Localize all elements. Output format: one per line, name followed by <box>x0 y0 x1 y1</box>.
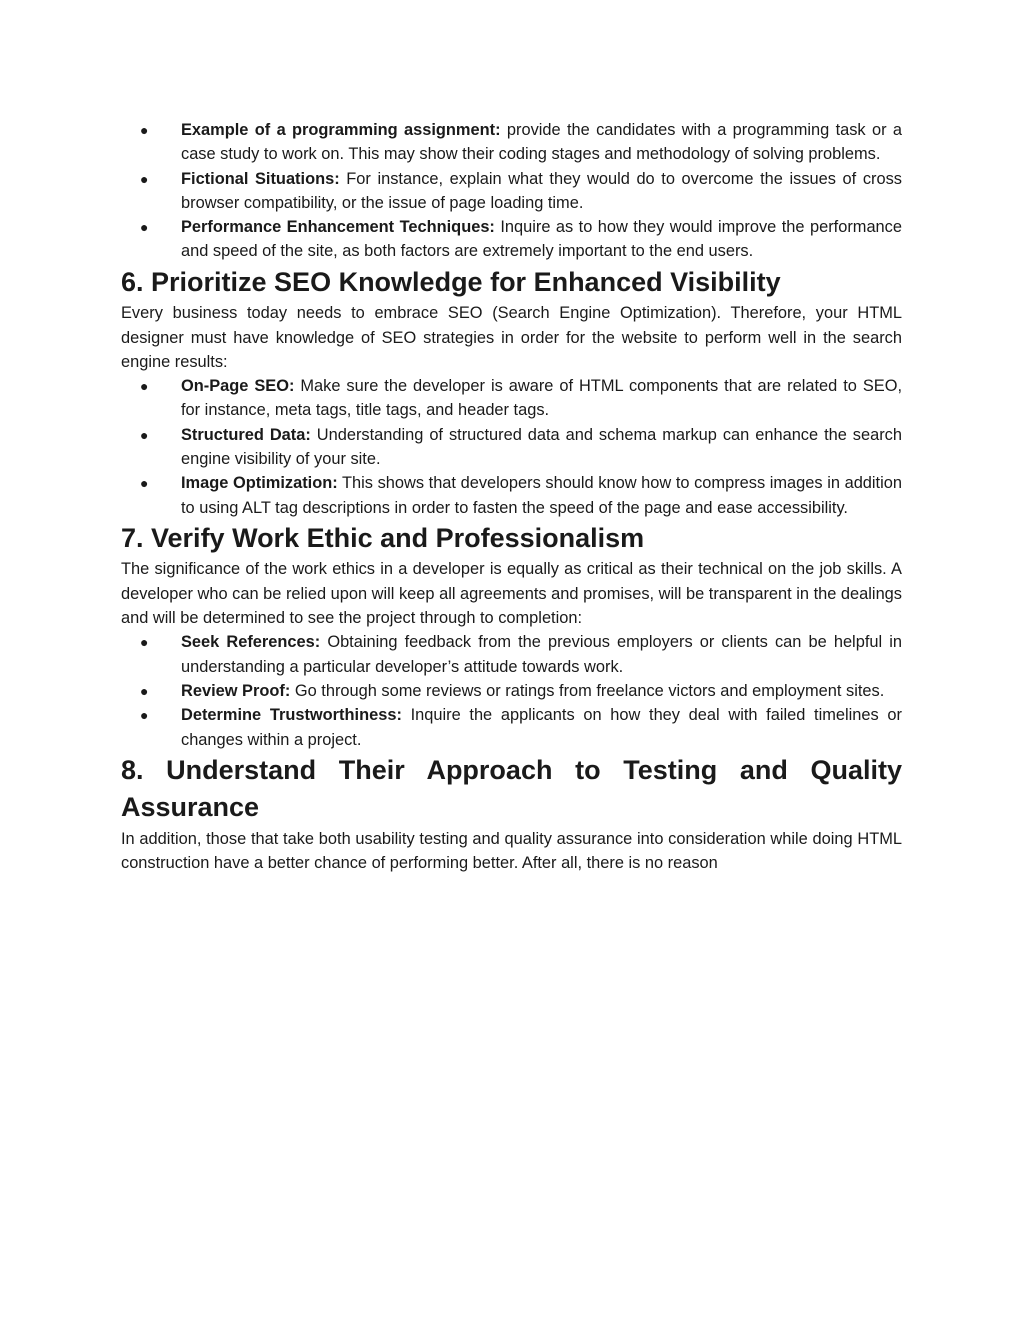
list-item-text: Inquire the applicants on how they deal with failed timelines or changes within a project. <box>181 706 902 749</box>
list-item <box>121 167 902 216</box>
list-item-text: Make sure the developer is aware of HTML components that are related to SEO, for instance, meta tags, title tags, and header tags. <box>181 377 902 420</box>
section-8-paragraph: In addition, those that take both usability testing and quality assurance into consideration while doing HTML construction have a better chance of performing better. After all, there is no reason <box>121 829 902 873</box>
section-6-paragraph: Every business today needs to embrace SEO (Search Engine Optimization). Therefore, your HTML designer must have knowledge of SEO strategies in order for the website to perform well in the search engine results: <box>121 304 902 371</box>
list-item-title: Review Proof: <box>181 681 291 700</box>
list-item <box>121 471 902 520</box>
list-item-text: provide the candidates with a programming task or a case study to work on. This may show their coding stages and methodology of solving problems. <box>181 121 902 164</box>
list-item <box>121 679 902 703</box>
section-7-heading: 7. Verify Work Ethic and Professionalism <box>121 522 645 553</box>
list-item-text: Inquire as to how they would improve the performance and speed of the site, as both factors are extremely important to the end users. <box>181 218 902 261</box>
list-item-title: On-Page SEO: <box>181 377 295 396</box>
list-item <box>121 703 902 752</box>
intro-bullet-list <box>121 118 902 264</box>
bullet-icon: ● <box>140 707 149 724</box>
bullet-icon: ● <box>140 475 149 492</box>
list-item-text: Obtaining feedback from the previous employers or clients can be helpful in understanding a particular developer’s attitude towards work. <box>181 633 902 676</box>
list-item-title: Performance Enhancement Techniques: <box>181 218 495 237</box>
list-item <box>121 423 902 472</box>
list-item-title: Seek References: <box>181 633 321 652</box>
bullet-icon: ● <box>140 634 149 651</box>
section-8-heading: 8. Understand Their Approach to Testing and Quality Assurance <box>121 754 902 823</box>
section-7-paragraph: The significance of the work ethics in a developer is equally as critical as their technical on the job skills. A developer who can be relied upon will keep all agreements and promises, will be transparent in the dealings and will be determined to see the project through to completion: <box>121 560 902 628</box>
list-item-text: Go through some reviews or ratings from freelance victors and employment sites. <box>290 681 885 700</box>
section-7-bullet-list <box>121 630 902 751</box>
list-item-text: For instance, explain what they would do to overcome the issues of cross browser compatibility, or the issue of page loading time. <box>181 169 902 212</box>
bullet-icon: ● <box>140 219 149 236</box>
bullet-icon: ● <box>140 170 149 187</box>
list-item <box>121 118 902 167</box>
list-item-title: Image Optimization: <box>181 474 338 493</box>
list-item-text: Understanding of structured data and schema markup can enhance the search engine visibility of your site. <box>181 425 902 469</box>
list-item-text: This shows that developers should know how to compress images in addition to using ALT tag descriptions in order to fasten the speed of the page and ease accessibility. <box>181 474 902 517</box>
list-item-title: Determine Trustworthiness: <box>181 706 402 725</box>
list-item-title: Structured Data: <box>181 425 311 444</box>
bullet-icon: ● <box>140 122 149 138</box>
section-6-heading: 6. Prioritize SEO Knowledge for Enhanced Visibility <box>121 266 781 297</box>
list-item-title: Fictional Situations: <box>181 169 340 188</box>
list-item <box>121 630 902 679</box>
list-item <box>121 374 902 423</box>
section-6-bullet-list <box>121 374 902 520</box>
document-page <box>121 118 902 875</box>
bullet-icon: ● <box>140 682 149 699</box>
list-item <box>121 215 902 264</box>
bullet-icon: ● <box>140 378 149 395</box>
bullet-icon: ● <box>140 426 149 443</box>
list-item-title: Example of a programming assignment: <box>181 121 501 139</box>
